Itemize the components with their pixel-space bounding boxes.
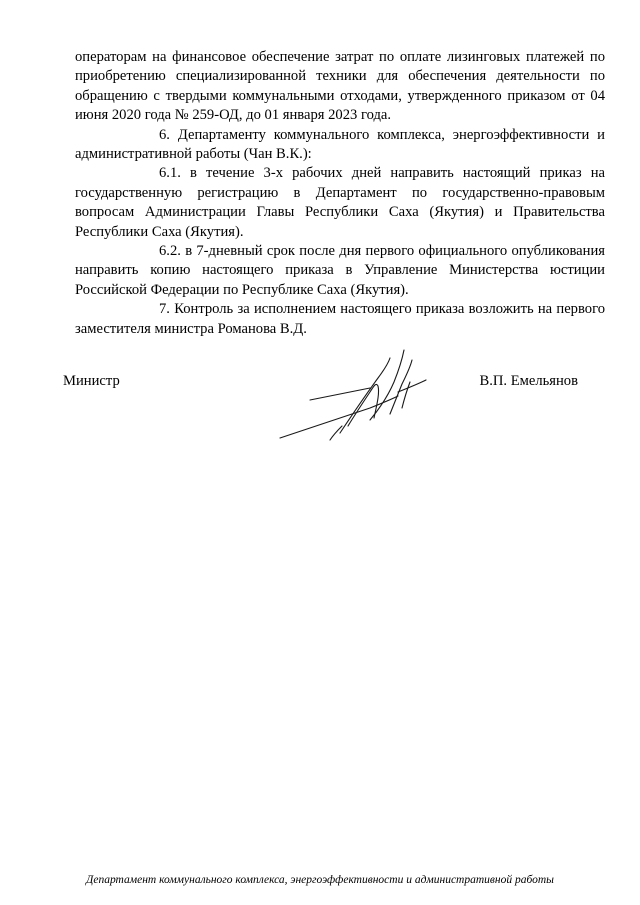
continuation-paragraph: операторам на финансовое обеспечение затрат по оплате лизинговых платежей по приобретению специализированной техники для обеспечения деятельности по обращению с твердыми коммунальными отходами, утвержденного приказом от 04 июня 2020 года № 259-ОД, до 01 января 2023 года. — [75, 49, 605, 124]
signer-name: В.П. Емельянов — [479, 373, 578, 389]
document-body — [75, 48, 605, 339]
item-7 — [75, 300, 605, 339]
item-text: в 7-дневный срок после дня первого официального опубликования направить копию настоящего приказа в Управление Министерства юстиции Российской Федерации по Республике Саха (Якутия). — [75, 243, 605, 298]
item-text: Департаменту коммунального комплекса, энергоэффективности и административной работы (Чан В.К.): — [75, 126, 605, 163]
item-number: 6.1. — [159, 165, 181, 182]
item-text: Контроль за исполнением настоящего приказа возложить на первого заместителя министра Романова В.Д. — [75, 301, 605, 337]
item-number: 6. — [159, 126, 170, 143]
signer-position: Министр — [63, 373, 120, 389]
item-number: 7. — [159, 301, 170, 318]
item-6-2 — [75, 242, 605, 300]
item-text: в течение 3-х рабочих дней направить настоящий приказ на государственную регистрацию в Департамент по государственно-правовым вопросам Администрации Главы Республики Саха (Якутия) и Правительства Республики Саха (Якутия). — [75, 165, 606, 240]
item-6 — [75, 126, 605, 165]
handwritten-signature — [270, 338, 440, 458]
item-6-1 — [75, 164, 605, 242]
page-footer: Департамент коммунального комплекса, энергоэффективности и административной работы — [86, 874, 554, 886]
item-number: 6.2. — [159, 243, 181, 260]
